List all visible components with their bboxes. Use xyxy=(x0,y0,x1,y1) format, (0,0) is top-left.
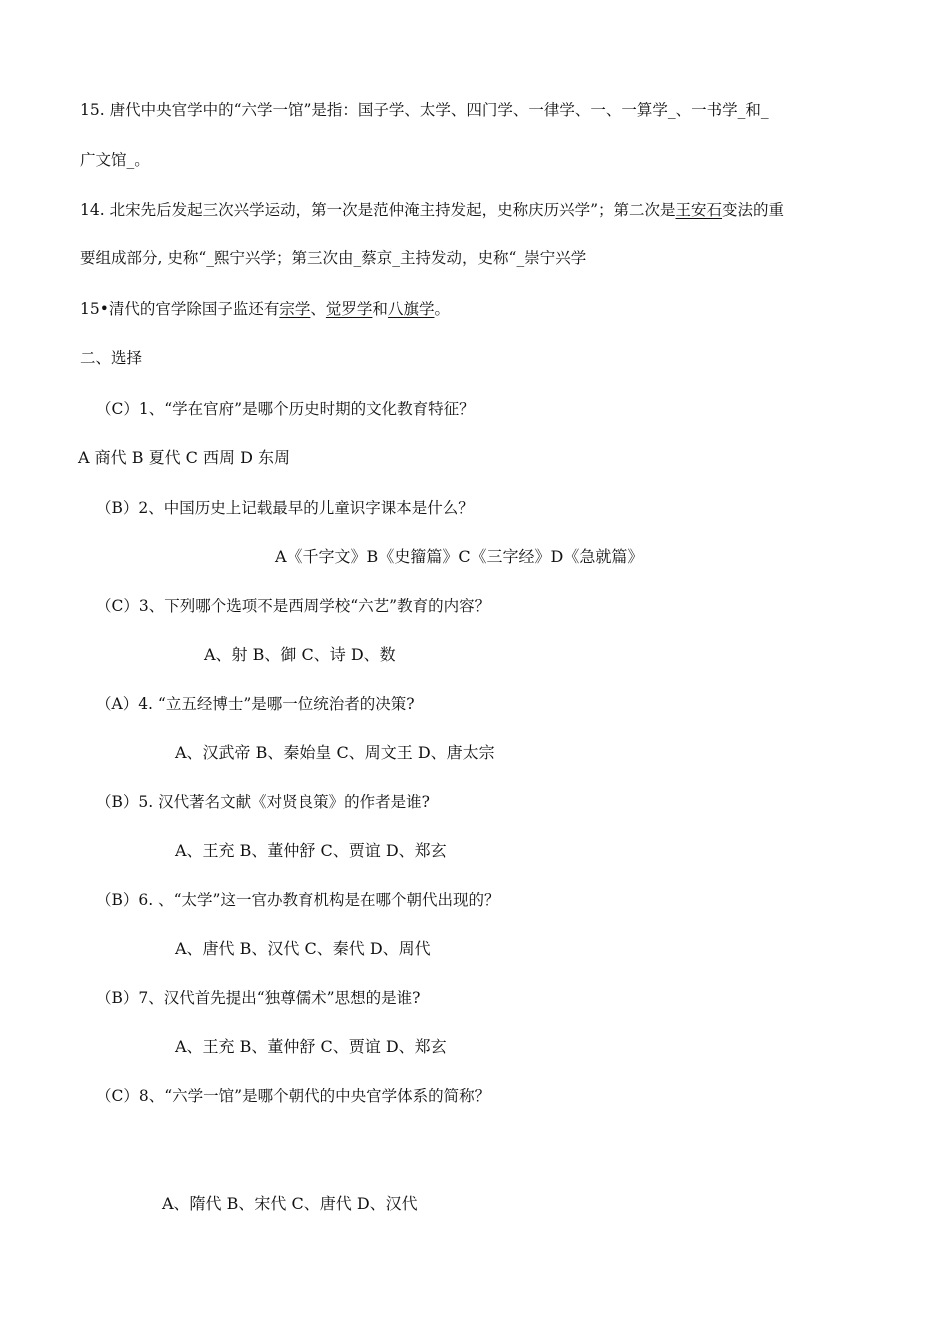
question-6: （B）6. 、“太学”这一官办教育机构是在哪个朝代出现的？ xyxy=(96,891,500,909)
options-2: A《千字文》B《史籀篇》C《三字经》D《急就篇》 xyxy=(275,547,644,566)
section-title: 二、选择 xyxy=(80,349,143,367)
options-3: A、射 B、御 C、诗 D、数 xyxy=(204,645,396,664)
fill-answer-baqixue: 八旗学 xyxy=(387,300,435,318)
question-7: （B）7、汉代首先提出“独尊儒术”思想的是谁? xyxy=(96,989,421,1007)
options-8: A、隋代 B、宋代 C、唐代 D、汉代 xyxy=(162,1194,418,1213)
fill-q15-qing-text: 15•清代的官学除国子监还有 xyxy=(80,300,280,318)
question-5: （B）5. 汉代著名文献《对贤良策》的作者是谁? xyxy=(96,793,430,811)
conjunction: 和 xyxy=(372,300,388,318)
question-4: （A）4. “立五经博士”是哪一位统治者的决策? xyxy=(96,695,415,713)
question-2: （B）2、中国历史上记载最早的儿童识字课本是什么？ xyxy=(96,499,474,517)
options-6: A、唐代 B、汉代 C、秦代 D、周代 xyxy=(175,939,431,958)
options-7: A、王充 B、董仲舒 C、贾谊 D、郑玄 xyxy=(175,1037,447,1056)
fill-q14-song-line2: 要组成部分, 史称“_熙宁兴学；第三次由_蔡京_主持发动，史称“_崇宁兴学 xyxy=(80,249,587,267)
question-8: （C）8、“六学一馆”是哪个朝代的中央官学体系的简称？ xyxy=(96,1087,491,1105)
options-5: A、王充 B、董仲舒 C、贾谊 D、郑玄 xyxy=(175,841,447,860)
fill-q15-tang-line2: 广文馆_。 xyxy=(80,151,150,169)
fill-q15-tang-line1: 15. 唐代中央官学中的“六学一馆”是指：国子学、太学、四门学、一律学、一、一算学_、一书学_和_ xyxy=(80,101,769,119)
question-1: （C）1、“学在官府”是哪个历史时期的文化教育特征？ xyxy=(96,400,475,418)
options-4: A、汉武帝 B、秦始皇 C、周文王 D、唐太宗 xyxy=(175,743,495,762)
fill-answer-zongxue: 宗学 xyxy=(279,300,311,318)
fill-q14-text: 14. 北宋先后发起三次兴学运动，第一次是范仲淹主持发起，史称庆历兴学”；第二次是 xyxy=(80,201,676,219)
options-1: A 商代 B 夏代 C 西周 D 东周 xyxy=(78,448,290,467)
separator: 、 xyxy=(310,300,326,318)
fill-answer-jueluoxue: 觉罗学 xyxy=(325,300,373,318)
fill-q14-song-line1 xyxy=(80,198,784,222)
period: 。 xyxy=(434,300,450,318)
fill-q14-text-end: 变法的重 xyxy=(722,201,785,219)
fill-q15-qing xyxy=(80,297,450,321)
question-3: （C）3、下列哪个选项不是西周学校“六艺”教育的内容？ xyxy=(96,597,491,615)
fill-q14-answer-wang-anshi: 王安石 xyxy=(675,201,723,219)
